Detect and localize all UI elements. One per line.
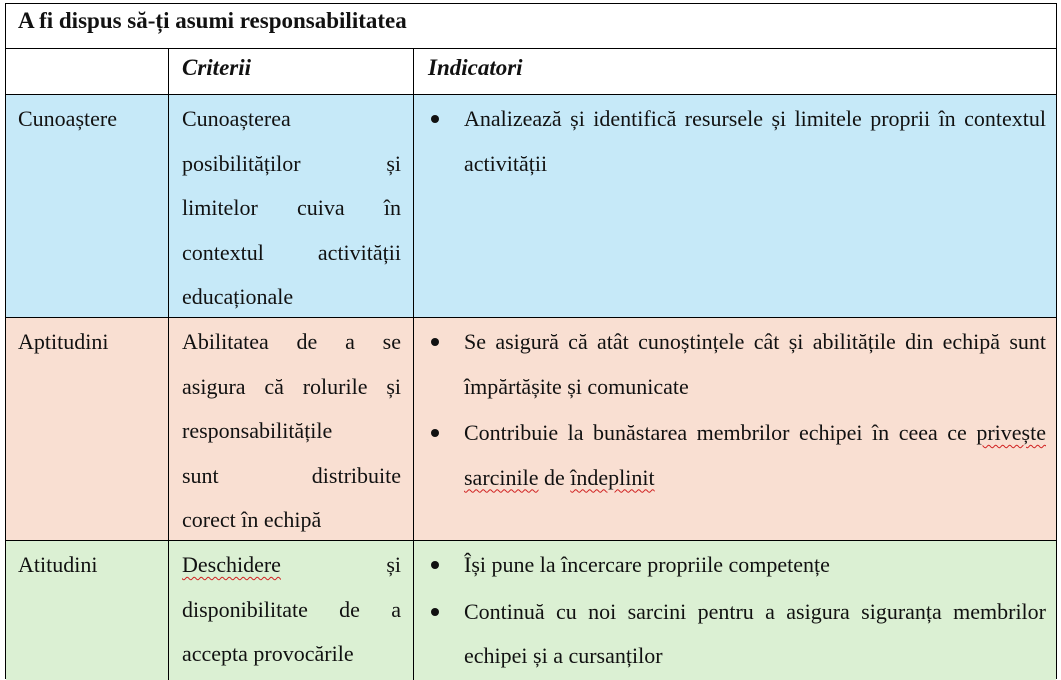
criteria-line: limitelor cuiva în <box>182 195 401 220</box>
criteria-line: contextul activității <box>182 239 401 265</box>
indicator-list <box>428 97 1046 186</box>
indicator-text: Continuă cu noi sarcini pentru a asigura siguranța membrilor echipei și a cursanților <box>464 598 1046 668</box>
table-row <box>6 541 1056 680</box>
spellcheck-flagged-word: privește sarcinile <box>464 420 1046 490</box>
indicator-text: Se asigură că atât cunoștințele cât și abilitățile din echipă sunt împărtășite și comunicate <box>464 329 1046 399</box>
bullet-icon <box>431 429 439 437</box>
criteria-line: asigura că rolurile și <box>182 373 401 399</box>
category-cell: Atitudini <box>6 541 169 680</box>
list-item <box>428 97 1046 186</box>
header-criteria: Criterii <box>169 49 414 94</box>
table-title: A fi dispus să-ți asumi responsabilitatea <box>18 8 407 33</box>
criteria-line: disponibilitate de a <box>182 596 401 622</box>
indicator-text-part: Contribuie la bunăstarea membrilor echipei în ceea ce <box>464 420 977 445</box>
category-cell: Cunoaștere <box>6 95 169 317</box>
criteria-line: sunt distribuite <box>182 462 401 488</box>
spellcheck-flagged-word: îndeplinit <box>570 464 655 490</box>
bullet-icon <box>431 608 439 616</box>
criteria-line: responsabilitățile <box>182 418 333 443</box>
header-indicators: Indicatori <box>428 55 523 80</box>
indicators-cell <box>414 318 1056 540</box>
list-item <box>428 543 1046 588</box>
criteria-line: accepta provocările <box>182 641 354 666</box>
table-row <box>6 318 1056 541</box>
indicator-list <box>428 320 1046 500</box>
criteria-line: corect în echipă <box>182 507 322 532</box>
criteria-line <box>182 543 401 588</box>
category-cell: Aptitudini <box>6 318 169 540</box>
criteria-line-rest: și <box>386 552 401 577</box>
competence-table <box>5 3 1057 679</box>
criteria-cell <box>169 95 414 317</box>
criteria-line: educaționale <box>182 284 294 309</box>
indicator-text-part: de <box>538 464 571 490</box>
list-item <box>428 590 1046 679</box>
bullet-icon <box>431 338 439 346</box>
header-row <box>6 49 1056 95</box>
list-item <box>428 411 1046 500</box>
criteria-cell <box>169 318 414 540</box>
table-row <box>6 95 1056 318</box>
bullet-icon <box>431 115 439 123</box>
criteria-line: Cunoașterea <box>182 106 291 131</box>
list-item <box>428 320 1046 409</box>
criteria-line: Abilitatea de a se <box>182 329 401 354</box>
criteria-cell <box>169 541 414 680</box>
indicator-text: Își pune la încercare propriile competențe <box>464 552 830 577</box>
indicators-cell <box>414 541 1056 680</box>
title-row <box>6 4 1056 49</box>
indicator-list <box>428 543 1046 679</box>
indicator-text: Analizează și identifică resursele și limitele proprii în contextul activității <box>464 106 1046 176</box>
bullet-icon <box>431 561 439 569</box>
criteria-line: posibilităților și <box>182 150 401 176</box>
indicators-cell <box>414 95 1056 317</box>
header-empty-cell <box>6 49 169 94</box>
spellcheck-flagged-word: Deschidere <box>182 552 281 577</box>
